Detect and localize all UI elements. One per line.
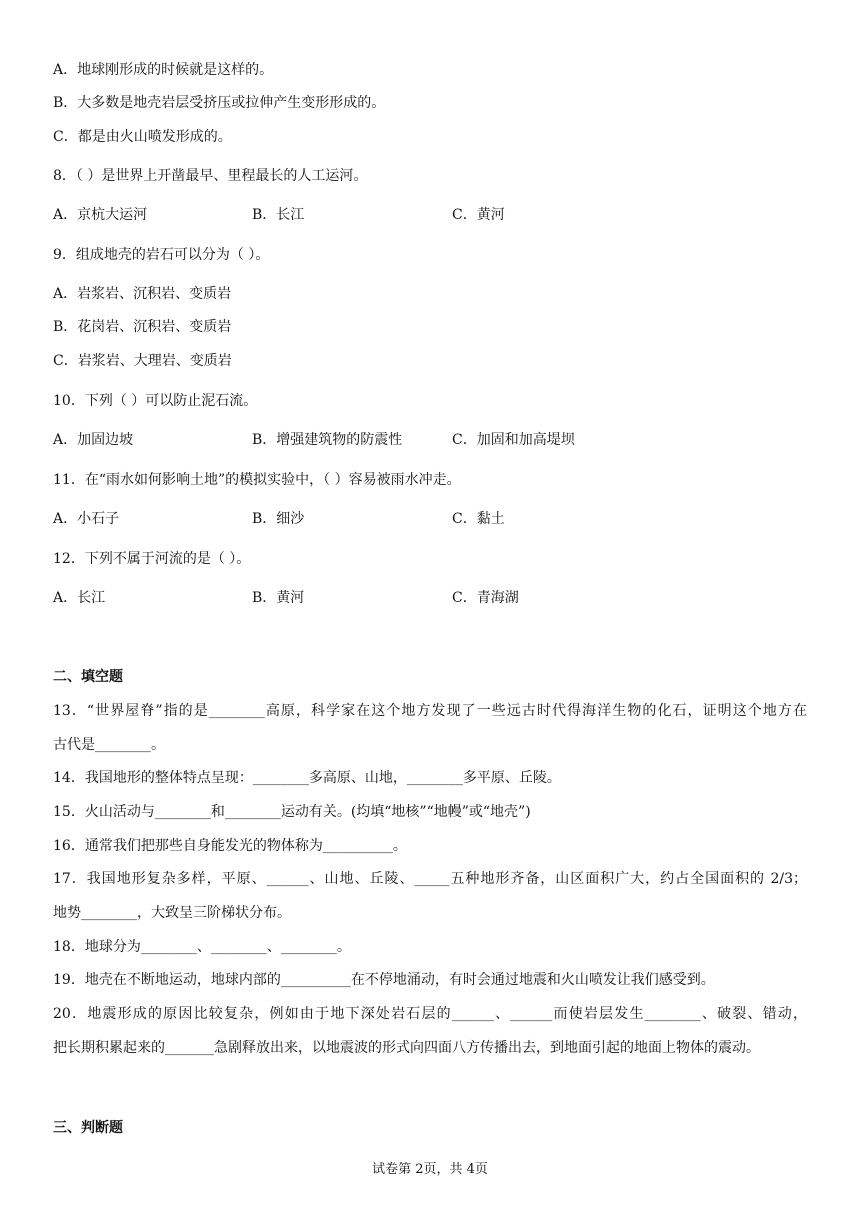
q12-option-a: A．长江 (53, 590, 106, 606)
q7-option-b: B．大多数是地壳岩层受挤压或拉伸产生变形形成的。 (53, 95, 386, 111)
q10-option-a: A．加固边坡 (53, 432, 134, 448)
q8-option-c: C．黄河 (452, 207, 505, 223)
q19: 19．地壳在不断地运动，地球内部的__________在不停地涌动，有时会通过地震和火山喷发让我们感受到。 (53, 972, 715, 988)
q8-stem: 8．（ ）是世界上开凿最早、里程最长的人工运河。 (53, 168, 368, 184)
section-title-true-false: 三、判断题 (53, 1120, 123, 1136)
q10-option-c: C．加固和加高堤坝 (452, 432, 575, 448)
q7-option-a: A．地球刚形成的时候就是这样的。 (53, 62, 274, 78)
q9-option-a: A．岩浆岩、沉积岩、变质岩 (53, 286, 232, 302)
q18: 18．地球分为________、________、________。 (53, 939, 351, 955)
q17-line-1: 17．我国地形复杂多样，平原、______、山地、丘陵、_____五种地形齐备，山区面积广大，约占全国面积的 2/3； (53, 871, 807, 887)
q13-line-2: 古代是________。 (53, 737, 165, 753)
q9-option-b: B．花岗岩、沉积岩、变质岩 (53, 319, 232, 335)
q12-option-c: C．青海湖 (452, 590, 519, 606)
q20-line-2: 把长期积累起来的_______急剧释放出来，以地震波的形式向四面八方传播出去，到地面引起的地面上物体的震动。 (53, 1040, 760, 1056)
q11-option-c: C．黏土 (452, 511, 505, 527)
q12-option-b: B．黄河 (252, 590, 305, 606)
q11-option-b: B．细沙 (252, 511, 305, 527)
q13-line-1: 13．“世界屋脊”指的是________高原，科学家在这个地方发现了一些远古时代得海洋生物的化石，证明这个地方在 (53, 703, 807, 719)
q9-option-c: C．岩浆岩、大理岩、变质岩 (53, 353, 232, 369)
q10-option-b: B．增强建筑物的防震性 (252, 432, 403, 448)
q20-line-1: 20．地震形成的原因比较复杂，例如由于地下深处岩石层的______、______而使岩层发生________、破裂、错动， (53, 1006, 807, 1022)
q7-option-c: C．都是由火山喷发形成的。 (53, 129, 232, 145)
q10-stem: 10．下列（ ）可以防止泥石流。 (53, 393, 258, 409)
q12-stem: 12．下列不属于河流的是（ ）。 (53, 551, 251, 567)
q9-stem: 9．组成地壳的岩石可以分为（ ）。 (53, 247, 270, 263)
q16: 16．通常我们把那些自身能发光的物体称为__________。 (53, 838, 407, 854)
q17-line-2: 地势________，大致呈三阶梯状分布。 (53, 905, 291, 921)
q11-stem: 11．在“雨水如何影响土地”的模拟实验中，（ ）容易被雨水冲走。 (53, 472, 461, 488)
q14: 14．我国地形的整体特点呈现：________多高原、山地，________多平原、丘陵。 (53, 770, 561, 786)
q8-option-b: B．长江 (252, 207, 305, 223)
q8-option-a: A．京杭大运河 (53, 207, 148, 223)
q11-option-a: A．小石子 (53, 511, 120, 527)
section-title-fill-in: 二、填空题 (53, 669, 123, 685)
page-footer: 试卷第 2页，共 4页 (372, 1162, 488, 1177)
q15: 15．火山活动与________和________运动有关。(均填“地核”“地幔”或“地壳”) (53, 804, 531, 820)
